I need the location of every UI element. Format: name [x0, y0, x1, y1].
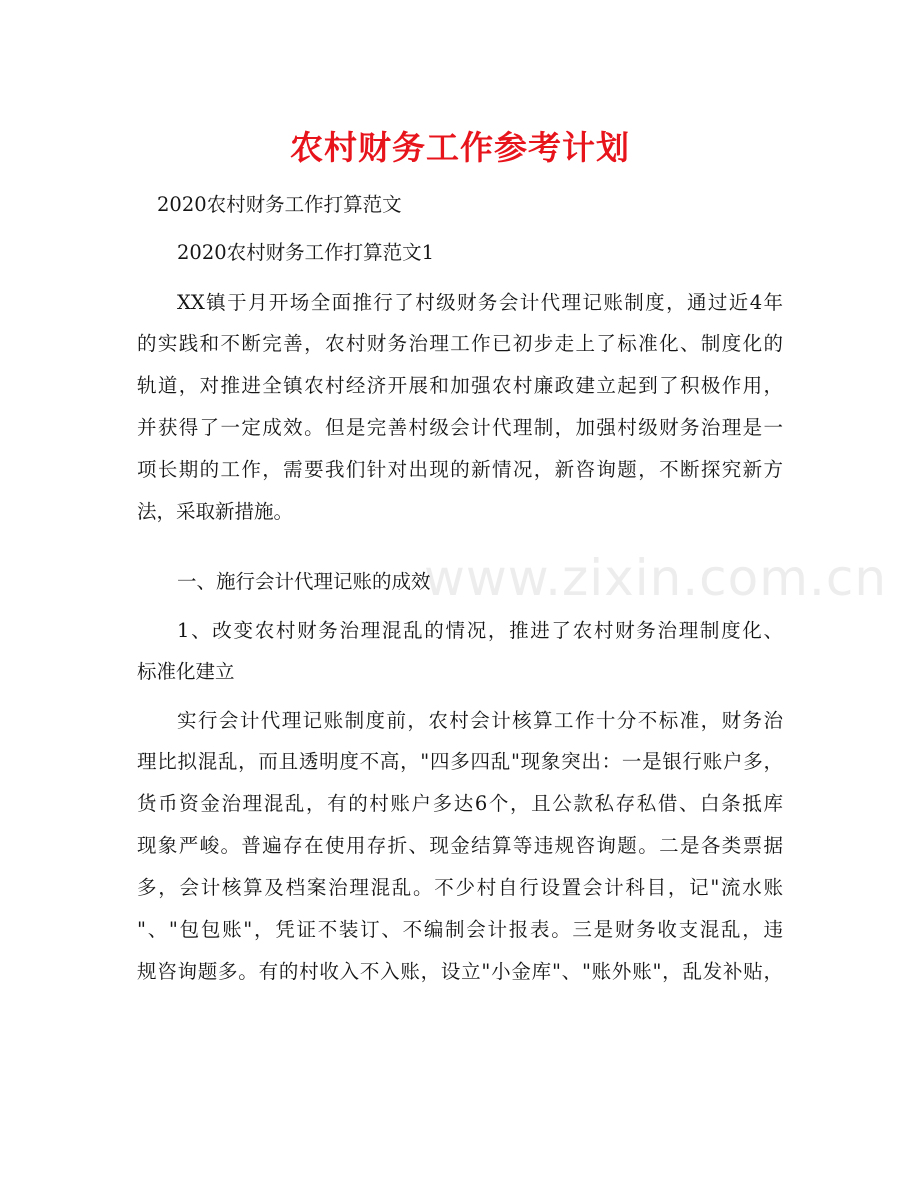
paragraph-line: 1、改变农村财务治理混乱的情况，推进了农村财务治理制度化、 — [177, 619, 783, 642]
section-heading: 一、施行会计代理记账的成效 — [177, 570, 431, 593]
paragraph-line: 实行会计代理记账制度前，农村会计核算工作十分不标准，财务治 — [177, 709, 783, 732]
watermark: www.zixin.com.cn — [424, 549, 888, 607]
paragraph-line: 轨道，对推进全镇农村经济开展和加强农村廉政建立起到了积极作用， — [137, 374, 783, 397]
paragraph-line: 的实践和不断完善，农村财务治理工作已初步走上了标准化、制度化的 — [137, 332, 783, 355]
paragraph-line: 理比拟混乱，而且透明度不高，"四多四乱"现象突出：一是银行账户多， — [137, 750, 783, 773]
subtitle-line: 2020农村财务工作打算范文 — [157, 193, 402, 216]
paragraph-line: 项长期的工作，需要我们针对出现的新情况，新咨询题，不断探究新方 — [137, 458, 783, 481]
paragraph-line: 法，采取新措施。 — [137, 500, 294, 523]
paragraph-line: 并获得了一定成效。但是完善村级会计代理制，加强村级财务治理是一 — [137, 416, 783, 439]
paragraph-line: XX镇于月开场全面推行了村级财务会计代理记账制度，通过近4年 — [177, 291, 783, 314]
paragraph-line: 现象严峻。普遍存在使用存折、现金结算等违规咨询题。二是各类票据 — [137, 834, 783, 857]
section-heading: 2020农村财务工作打算范文1 — [177, 241, 435, 264]
paragraph-line: 多，会计核算及档案治理混乱。不少村自行设置会计科目，记"流水账 — [137, 876, 783, 899]
paragraph-line: 货币资金治理混乱，有的村账户多达6个，且公款私存私借、白条抵库 — [137, 792, 783, 815]
document-title: 农村财务工作参考计划 — [290, 128, 630, 167]
paragraph-line: 标准化建立 — [137, 660, 235, 683]
paragraph-line: "、"包包账"，凭证不装订、不编制会计报表。三是财务收支混乱，违 — [137, 918, 783, 941]
paragraph-line: 规咨询题多。有的村收入不入账，设立"小金库"、"账外账"，乱发补贴， — [137, 960, 783, 983]
